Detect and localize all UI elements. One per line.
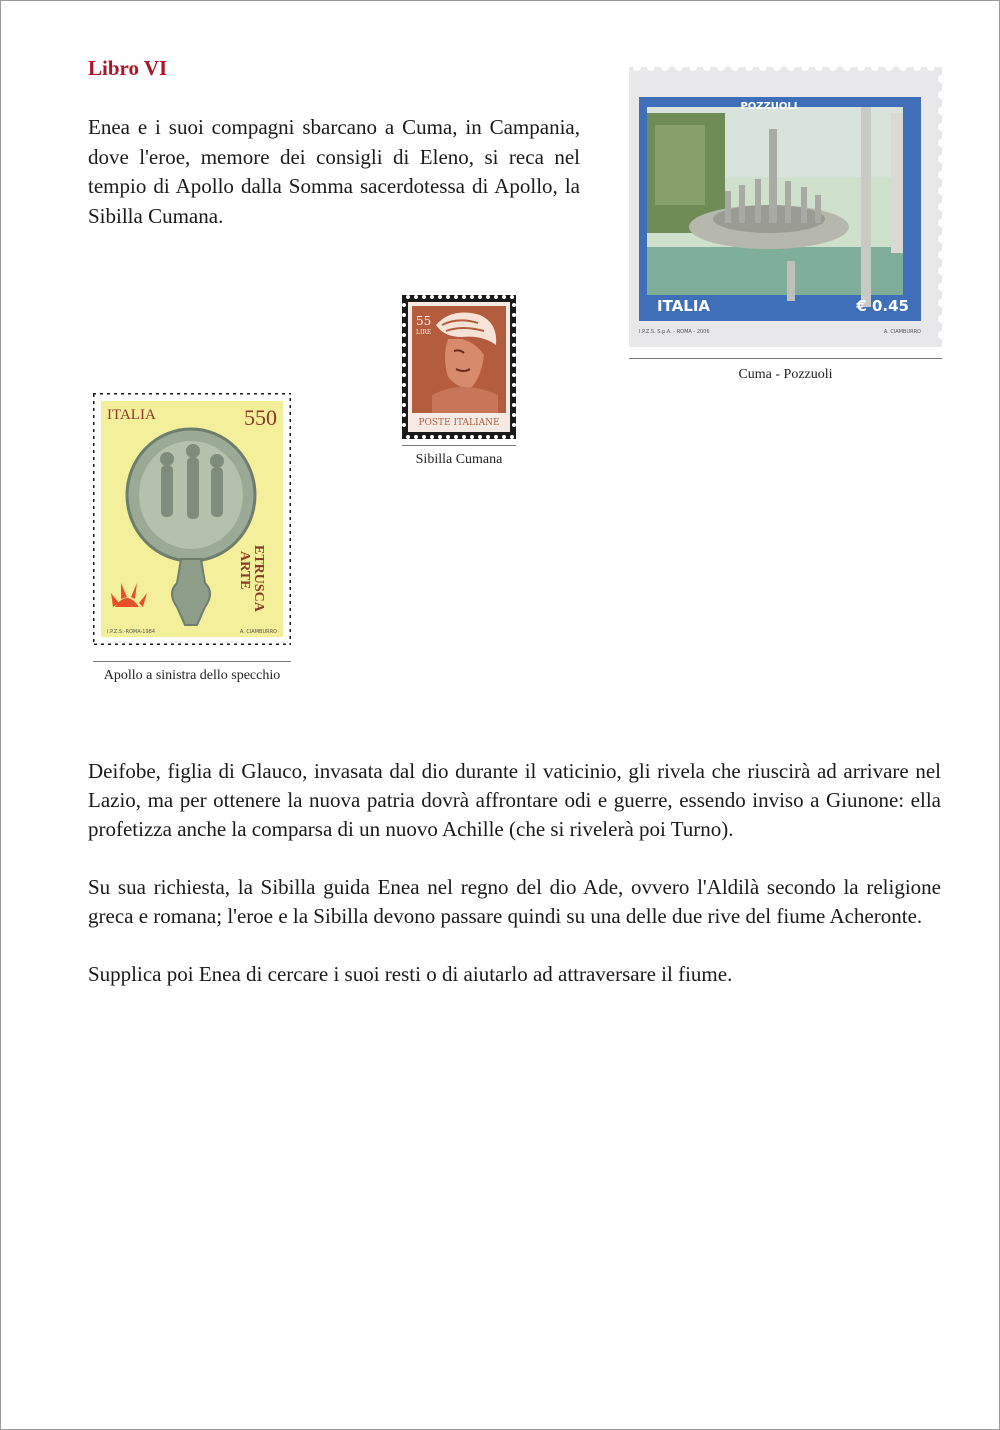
pozzuoli-stamp	[629, 67, 942, 347]
etrusca-stamp-designer: A. CIAMBURRO	[239, 629, 277, 635]
etrusca-stamp-value: 550	[244, 405, 277, 430]
sibilla-stamp-value: 55	[416, 314, 432, 328]
sibilla-stamp-currency: LIRE	[416, 329, 432, 336]
body-paragraph: Deifobe, figlia di Glauco, invasata dal dio durante il vaticinio, gli rivela che riuscirà ad arrivare nel Lazio, ma per ottenere la nuova patria dovrà affrontare odi e guerre, essendo inviso a Giunone: ella profetizza anche la comparsa di un nuovo Achille (che si rivelerà poi Turno).	[88, 759, 941, 841]
pozzuoli-stamp-title: POZZUOLI	[740, 101, 798, 112]
pozzuoli-caption-rule	[629, 358, 942, 359]
etrusca-stamp-subject-line1: ARTE	[237, 551, 252, 590]
body-text	[88, 757, 941, 1018]
sibilla-stamp	[402, 295, 516, 439]
pozzuoli-caption: Cuma - Pozzuoli	[738, 367, 833, 382]
etrusca-stamp-printer: I.P.Z.S.-ROMA-1984	[107, 629, 156, 635]
pozzuoli-stamp-value: € 0.45	[856, 297, 909, 315]
etrusca-caption-rule	[93, 661, 291, 662]
sibilla-caption-rule	[402, 445, 516, 446]
etrusca-stamp	[93, 393, 291, 645]
etrusca-caption: Apollo a sinistra dello specchio	[103, 668, 281, 683]
intro-paragraph: Enea e i suoi compagni sbarcano a Cuma, in Campania, dove l'eroe, memore dei consigli di Eleno, si reca nel tempio di Apollo dalla Somma sacerdotessa di Apollo, la Sibilla Cumana.	[88, 115, 580, 228]
sibilla-stamp-country: POSTE ITALIANE	[418, 418, 500, 428]
body-paragraph: Supplica poi Enea di cercare i suoi resti o di aiutarlo ad attraversare il fiume.	[88, 962, 733, 986]
pozzuoli-stamp-printer: I.P.Z.S. S.p.A. - ROMA - 2006	[639, 329, 710, 335]
pozzuoli-stamp-designer: A. CIAMBURRO	[883, 329, 921, 335]
book-heading: Libro VI	[88, 56, 168, 80]
sibilla-caption: Sibilla Cumana	[415, 452, 503, 467]
body-paragraph: Su sua richiesta, la Sibilla guida Enea nel regno del dio Ade, ovvero l'Aldilà secondo la religione greca e romana; l'eroe e la Sibilla devono passare quindi su una delle due rive del fiume Acheronte.	[88, 875, 941, 928]
etrusca-stamp-subject-line2: ETRUSCA	[251, 545, 266, 612]
pozzuoli-stamp-country: ITALIA	[657, 297, 711, 315]
etrusca-stamp-country: ITALIA	[107, 407, 156, 423]
